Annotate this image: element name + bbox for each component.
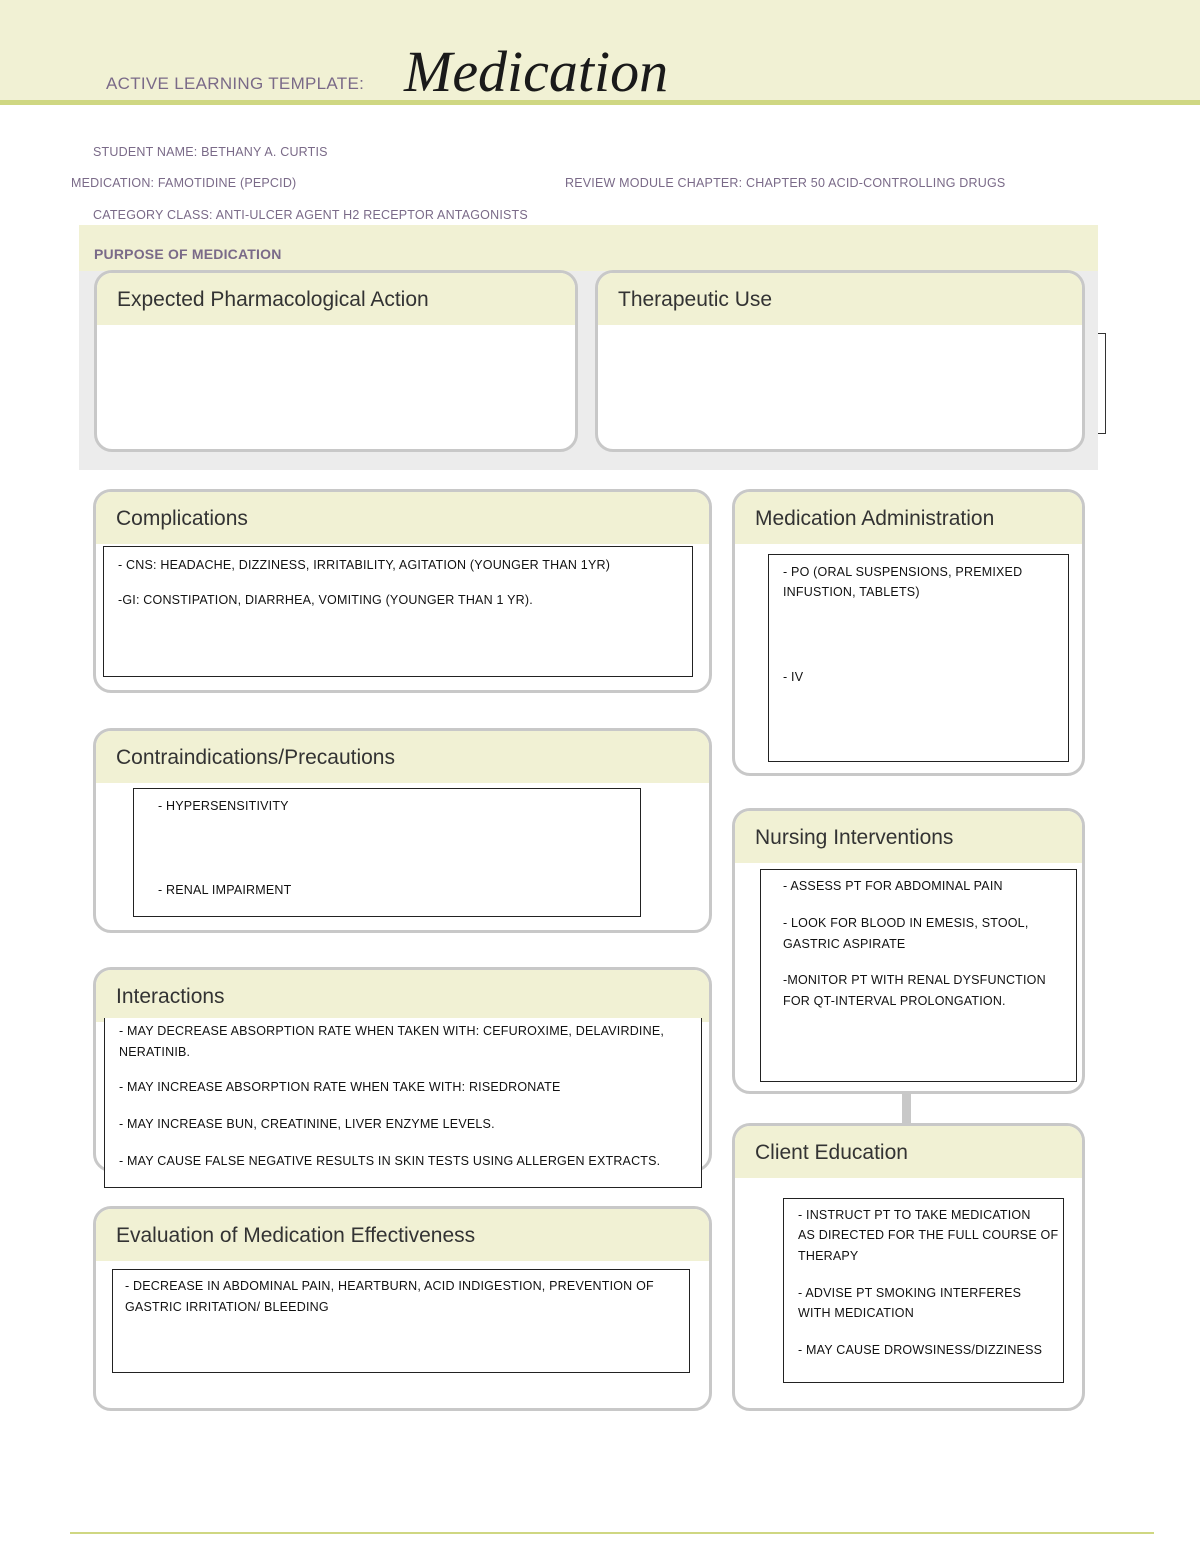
interaction-line: - MAY INCREASE ABSORPTION RATE WHEN TAKE WITH: RISEDRONATE: [119, 1080, 561, 1094]
card-title: Contraindications/Precautions: [116, 746, 395, 769]
card-title: Complications: [116, 507, 248, 530]
nursing-line: - ASSESS PT FOR ABDOMINAL PAIN: [783, 879, 1003, 893]
interaction-line: NERATINIB.: [119, 1045, 191, 1059]
administration-line: - PO (ORAL SUSPENSIONS, PREMIXED: [783, 565, 1023, 579]
contraindications-box: [133, 788, 641, 917]
complications-box: [103, 546, 693, 677]
education-line: AS DIRECTED FOR THE FULL COURSE OF: [798, 1228, 1059, 1242]
education-line: WITH MEDICATION: [798, 1306, 914, 1320]
client-education-box: [783, 1198, 1064, 1383]
interaction-line: - MAY CAUSE FALSE NEGATIVE RESULTS IN SKIN TESTS USING ALLERGEN EXTRACTS.: [119, 1154, 661, 1168]
card-title: Interactions: [116, 985, 225, 1008]
expected-action-card: [94, 270, 578, 452]
education-line: THERAPY: [798, 1249, 859, 1263]
card-title: Evaluation of Medication Effectiveness: [116, 1224, 476, 1247]
category-class: CATEGORY CLASS: ANTI-ULCER AGENT H2 RECEPTOR ANTAGONISTS: [93, 208, 528, 222]
evaluation-line: - DECREASE IN ABDOMINAL PAIN, HEARTBURN, ACID INDIGESTION, PREVENTION OF: [125, 1279, 654, 1293]
administration-line: - IV: [783, 670, 804, 684]
interactions-box: [104, 1018, 702, 1188]
student-name: STUDENT NAME: BETHANY A. CURTIS: [93, 145, 328, 159]
contraindication-line: - RENAL IMPAIRMENT: [158, 883, 292, 897]
card-title: Therapeutic Use: [618, 288, 773, 311]
footer-rule: [70, 1532, 1154, 1534]
card-title: Expected Pharmacological Action: [117, 288, 429, 311]
education-line: - ADVISE PT SMOKING INTERFERES: [798, 1286, 1022, 1300]
nursing-line: - LOOK FOR BLOOD IN EMESIS, STOOL,: [783, 916, 1029, 930]
evaluation-box: [112, 1269, 690, 1373]
interaction-line: - MAY DECREASE ABSORPTION RATE WHEN TAKEN WITH: CEFUROXIME, DELAVIRDINE,: [119, 1024, 665, 1038]
education-line: - INSTRUCT PT TO TAKE MEDICATION: [798, 1208, 1031, 1222]
card-connector: [902, 1093, 911, 1123]
complication-line: -GI: CONSTIPATION, DIARRHEA, VOMITING (YOUNGER THAN 1 YR).: [118, 593, 533, 607]
template-label: ACTIVE LEARNING TEMPLATE:: [106, 74, 365, 93]
interaction-line: - MAY INCREASE BUN, CREATININE, LIVER ENZYME LEVELS.: [119, 1117, 495, 1131]
administration-line: INFUSTION, TABLETS): [783, 585, 920, 599]
contraindication-line: - HYPERSENSITIVITY: [158, 799, 289, 813]
nursing-line: GASTRIC ASPIRATE: [783, 937, 906, 951]
education-line: - MAY CAUSE DROWSINESS/DIZZINESS: [798, 1343, 1043, 1357]
review-module-chapter: REVIEW MODULE CHAPTER: CHAPTER 50 ACID-CONTROLLING DRUGS: [565, 176, 1006, 190]
purpose-label: PURPOSE OF MEDICATION: [94, 246, 282, 262]
bracket-mark: [1098, 333, 1106, 434]
card-title: Nursing Interventions: [755, 826, 954, 849]
nursing-box: [760, 869, 1077, 1082]
evaluation-line: GASTRIC IRRITATION/ BLEEDING: [125, 1300, 329, 1314]
medication-name: MEDICATION: FAMOTIDINE (PEPCID): [71, 176, 297, 190]
card-title: Medication Administration: [755, 507, 995, 530]
page-title: Medication: [404, 39, 669, 104]
complication-line: - CNS: HEADACHE, DIZZINESS, IRRITABILITY, AGITATION (YOUNGER THAN 1YR): [118, 558, 611, 572]
administration-box: [768, 554, 1069, 762]
nursing-line: FOR QT-INTERVAL PROLONGATION.: [783, 994, 1006, 1008]
card-title: Client Education: [755, 1141, 908, 1164]
therapeutic-use-card: [595, 270, 1085, 452]
nursing-line: -MONITOR PT WITH RENAL DYSFUNCTION: [783, 973, 1046, 987]
